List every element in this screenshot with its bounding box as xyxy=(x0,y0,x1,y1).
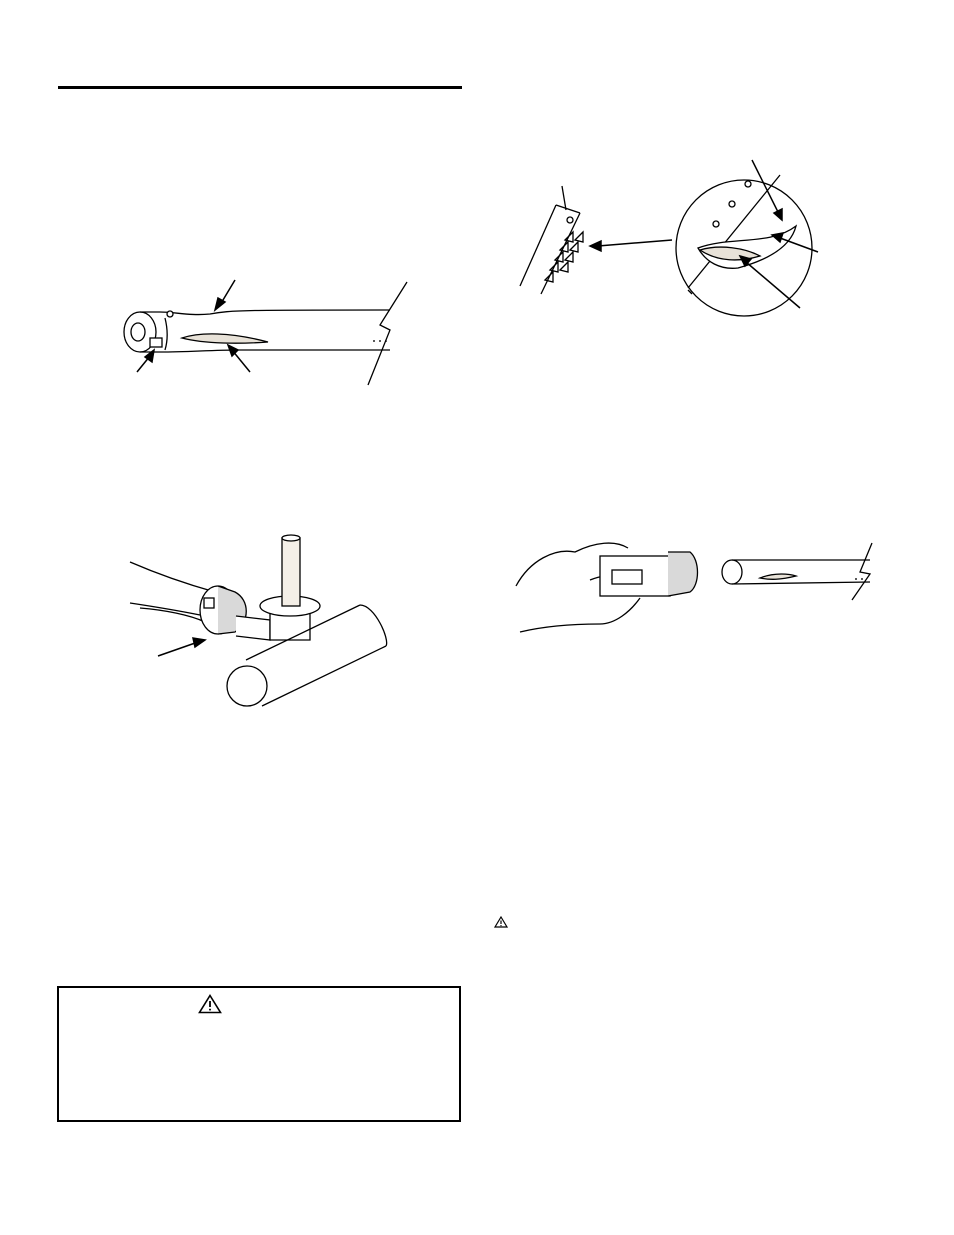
inline-warning-icon xyxy=(494,916,508,928)
warning-box xyxy=(57,986,461,1122)
warning-triangle-icon xyxy=(198,994,222,1014)
